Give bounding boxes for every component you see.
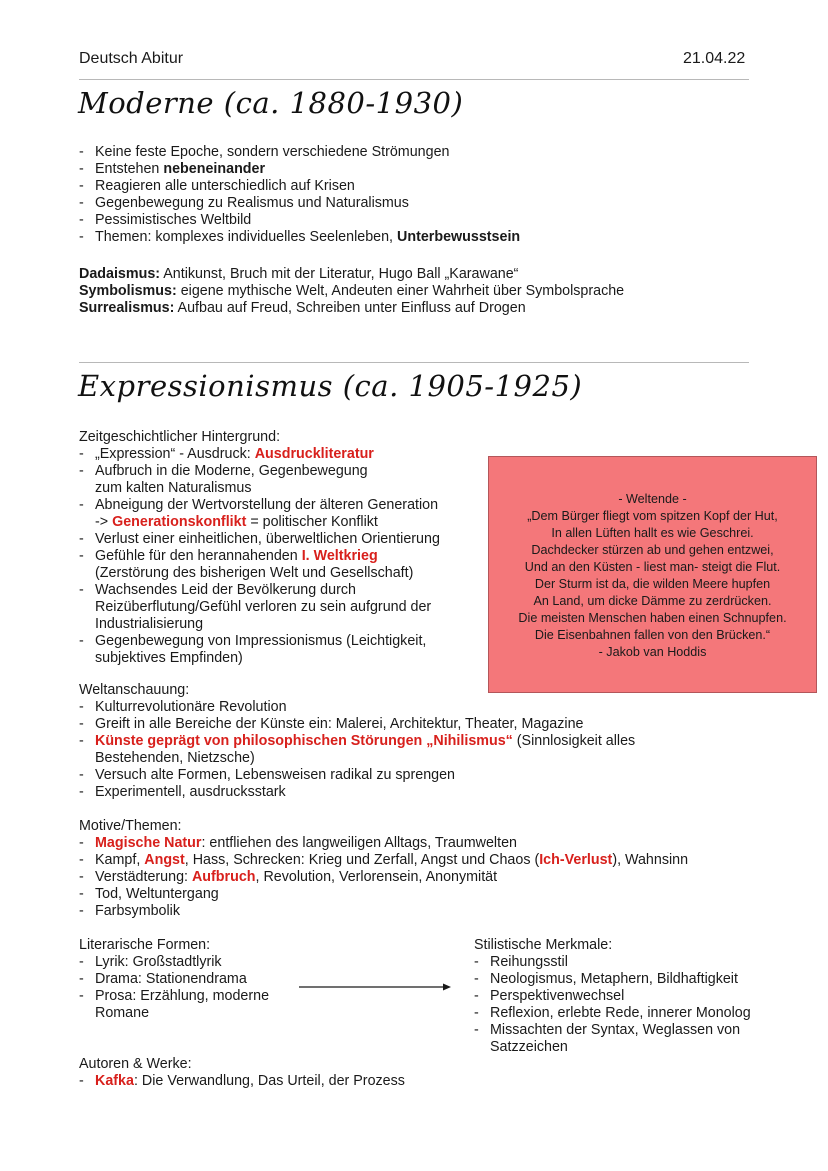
list-item: - Gefühle für den herannahenden I. Weltkrieg (Zerstörung des bisherigen Welt und Gesellschaft) <box>79 548 479 582</box>
weltanschauung-section <box>79 682 689 801</box>
list-item: - Aufbruch in die Moderne, Gegenbewegung zum kalten Naturalismus <box>79 463 385 497</box>
list-item: - Reflexion, erlebte Rede, innerer Monolog <box>474 1005 774 1022</box>
poem-line: Der Sturm ist da, die wilden Meere hupfen <box>534 577 771 591</box>
autoren-heading: Autoren & Werke: <box>79 1056 192 1072</box>
list-item: - Entstehen nebeneinander <box>79 161 719 178</box>
header-subject: Deutsch Abitur <box>79 50 184 67</box>
stilistik-heading: Stilistische Merkmale: <box>474 937 613 953</box>
autoren-section <box>79 1056 579 1090</box>
definition-dadaismus: Dadaismus: Antikunst, Bruch mit der Literatur, Hugo Ball „Karawane“ <box>79 266 519 282</box>
hintergrund-section <box>79 429 479 667</box>
poem-author: - Jakob van Hoddis <box>598 645 707 659</box>
list-item: - Lyrik: Großstadtlyrik <box>79 954 304 971</box>
list-item: - Reihungsstil <box>474 954 774 971</box>
header-date: 21.04.22 <box>683 50 746 67</box>
list-item: - Kulturrevolutionäre Revolution <box>79 699 689 716</box>
list-item: - Keine feste Epoche, sondern verschiedene Strömungen <box>79 144 719 161</box>
list-item: - Experimentell, ausdrucksstark <box>79 784 689 801</box>
list-item: - Kampf, Angst, Hass, Schrecken: Krieg und Zerfall, Angst und Chaos (Ich-Verlust), Wahnsinn <box>79 852 779 869</box>
list-item: - Pessimistisches Weltbild <box>79 212 719 229</box>
list-item: - „Expression“ - Ausdruck: Ausdruckliteratur <box>79 446 479 463</box>
list-item: - Wachsendes Leid der Bevölkerung durch Reizüberflutung/Gefühl verloren zu sein aufgrund der Industrialisierung <box>79 582 470 633</box>
arrow-right-icon <box>299 983 451 991</box>
list-item: - Kafka: Die Verwandlung, Das Urteil, der Prozess <box>79 1073 579 1090</box>
list-item: - Drama: Stationendrama <box>79 971 304 988</box>
list-item: - Themen: komplexes individuelles Seelenleben, Unterbewusstsein <box>79 229 719 246</box>
list-item: - Reagieren alle unterschiedlich auf Krisen <box>79 178 719 195</box>
list-item: - Verstädterung: Aufbruch, Revolution, Verlorensein, Anonymität <box>79 869 779 886</box>
list-item: - Perspektivenwechsel <box>474 988 774 1005</box>
list-item: - Gegenbewegung von Impressionismus (Leichtigkeit, subjektives Empfinden) <box>79 633 470 667</box>
list-item: - Verlust einer einheitlichen, überweltlichen Orientierung <box>79 531 479 548</box>
list-item: - Künste geprägt von philosophischen Störungen „Nihilismus“ (Sinnlosigkeit alles Bestehenden, Nietzsche) <box>79 733 689 767</box>
poem-line: An Land, um dicke Dämme zu zerdrücken. <box>533 594 772 608</box>
poem-line: „Dem Bürger fliegt vom spitzen Kopf der Hut, <box>527 509 778 523</box>
formen-section <box>79 937 304 1022</box>
list-item: - Neologismus, Metaphern, Bildhaftigkeit <box>474 971 774 988</box>
poem-weltende-box <box>488 456 817 693</box>
header-divider <box>79 79 749 80</box>
list-item: - Missachten der Syntax, Weglassen von Satzzeichen <box>474 1022 774 1056</box>
list-item: - Tod, Weltuntergang <box>79 886 779 903</box>
list-item: - Greift in alle Bereiche der Künste ein: Malerei, Architektur, Theater, Magazine <box>79 716 689 733</box>
list-item: - Farbsymbolik <box>79 903 779 920</box>
definition-symbolismus: Symbolismus: eigene mythische Welt, Andeuten einer Wahrheit über Symbolsprache <box>79 283 625 299</box>
hintergrund-heading: Zeitgeschichtlicher Hintergrund: <box>79 429 281 445</box>
moderne-definitions <box>79 266 759 317</box>
moderne-bullet-list <box>79 144 719 246</box>
list-item: - Magische Natur: entfliehen des langweiligen Alltags, Traumwelten <box>79 835 779 852</box>
poem-title: - Weltende - <box>618 492 687 506</box>
list-item: - Prosa: Erzählung, moderne Romane <box>79 988 304 1022</box>
list-item: - Versuch alte Formen, Lebensweisen radikal zu sprengen <box>79 767 689 784</box>
definition-surrealismus: Surrealismus: Aufbau auf Freud, Schreiben unter Einfluss auf Drogen <box>79 300 526 316</box>
formen-heading: Literarische Formen: <box>79 937 211 953</box>
stilistik-section <box>474 937 774 1056</box>
motive-section <box>79 818 779 920</box>
poem-line: Die Eisenbahnen fallen von den Brücken.“ <box>534 628 771 642</box>
weltanschauung-heading: Weltanschauung: <box>79 682 190 698</box>
section-divider <box>79 362 749 363</box>
list-item: - Abneigung der Wertvorstellung der älteren Generation -> Generationskonflikt = politischer Konflikt <box>79 497 479 531</box>
moderne-title: Moderne (ca. 1880-1930) <box>78 86 464 120</box>
expressionismus-title: Expressionismus (ca. 1905-1925) <box>78 369 583 403</box>
poem-line: In allen Lüften hallt es wie Geschrei. <box>551 526 754 540</box>
poem-line: Die meisten Menschen haben einen Schnupfen. <box>518 611 787 625</box>
poem-line: Dachdecker stürzen ab und gehen entzwei, <box>531 543 774 557</box>
poem-line: Und an den Küsten - liest man- steigt die Flut. <box>524 560 781 574</box>
list-item: - Gegenbewegung zu Realismus und Naturalismus <box>79 195 719 212</box>
motive-heading: Motive/Themen: <box>79 818 182 834</box>
